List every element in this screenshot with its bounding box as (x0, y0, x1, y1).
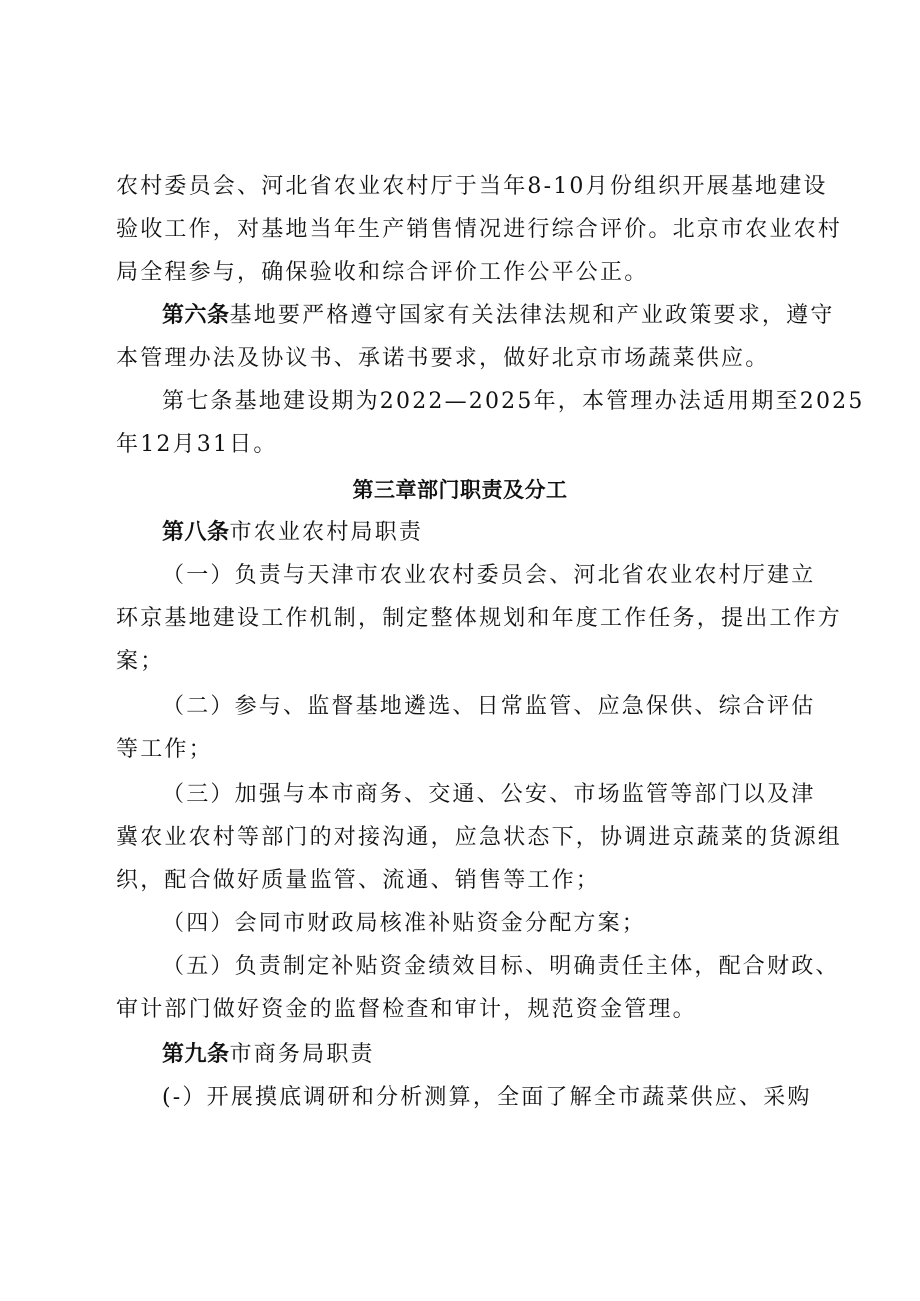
paragraph-carryover-line-1: 农村委员会、河北省农业农村厅于当年8-10月份组织开展基地建设 (116, 174, 828, 199)
article-9-title: 市商务局职责 (229, 1042, 375, 1067)
article-8-item-4-line-1: （四）会同市财政局核准补贴资金分配方案； (162, 911, 647, 936)
article-8-item-1-line-2: 环京基地建设工作机制，制定整体规划和年度工作任务，提出工作方 (116, 606, 843, 631)
article-9-label: 第九条 (162, 1042, 230, 1067)
paragraph-carryover-line-2: 验收工作，对基地当年生产销售情况进行综合评价。北京市农业农村 (116, 217, 843, 242)
article-7-line-1: 第七条基地建设期为2022—2025年，本管理办法适用期至2025 (162, 389, 865, 414)
article-8-item-5-line-1: （五）负责制定补贴资金绩效目标、明确责任主体，配合财政、 (162, 954, 840, 979)
article-8-item-1-line-3: 案； (116, 649, 165, 674)
article-8-item-1-line-1: （一）负责与天津市农业农村委员会、河北省农业农村厅建立 (162, 563, 816, 588)
article-6-label: 第六条 (162, 303, 230, 328)
article-8-item-3-line-3: 织，配合做好质量监管、流通、销售等工作； (116, 868, 601, 893)
article-8-heading (162, 518, 423, 548)
article-6-line-2: 本管理办法及协议书、承诺书要求，做好北京市场蔬菜供应。 (116, 346, 770, 371)
article-6-line-1 (162, 301, 835, 331)
article-8-item-2-line-1: （二）参与、监督基地遴选、日常监管、应急保供、综合评估 (162, 694, 816, 719)
chapter-3-heading: 第三章部门职责及分工 (352, 478, 568, 502)
article-8-item-3-line-1: （三）加强与本市商务、交通、公安、市场监管等部门以及津 (162, 782, 816, 807)
article-9-item-1-line-1: (-）开展摸底调研和分析测算，全面了解全市蔬菜供应、采购 (162, 1085, 812, 1110)
paragraph-carryover-line-3: 局全程参与，确保验收和综合评价工作公平公正。 (116, 260, 649, 285)
article-9-heading (162, 1040, 375, 1070)
article-8-item-5-line-2: 审计部门做好资金的监督检查和审计，规范资金管理。 (116, 997, 697, 1022)
article-7-line-2: 年12月31日。 (116, 432, 278, 457)
article-8-label: 第八条 (162, 520, 230, 545)
article-8-item-3-line-2: 冀农业农村等部门的对接沟通，应急状态下，协调进京蔬菜的货源组 (116, 825, 843, 850)
article-8-title: 市农业农村局职责 (229, 520, 424, 545)
article-8-item-2-line-2: 等工作； (116, 737, 213, 762)
article-6-text: 基地要严格遵守国家有关法律法规和产业政策要求，遵守 (229, 303, 835, 328)
